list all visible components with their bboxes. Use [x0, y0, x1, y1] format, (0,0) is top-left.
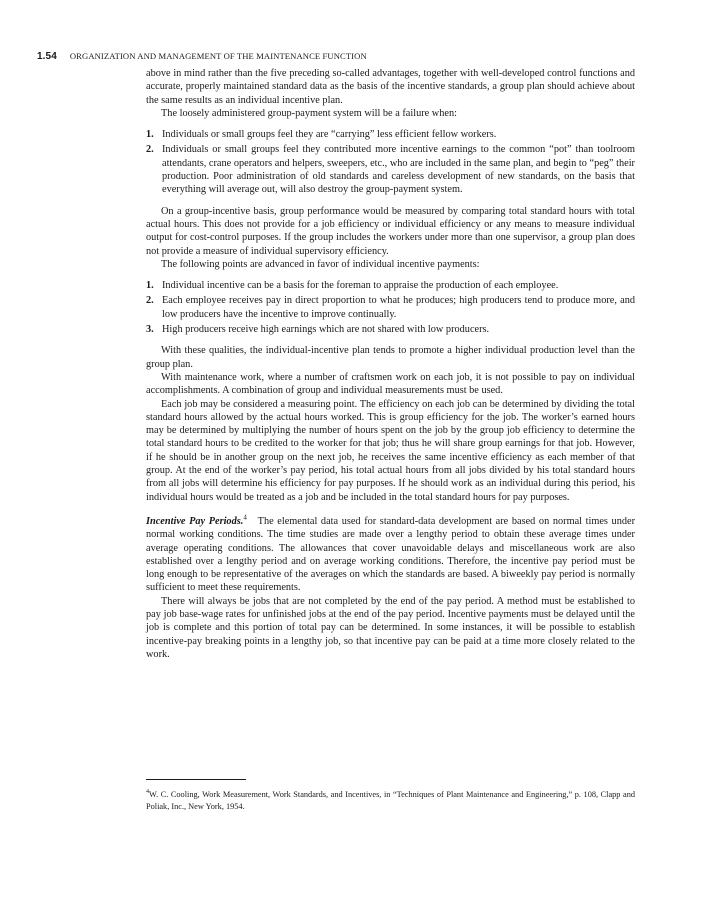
- list-item-text: Individual incentive can be a basis for the foreman to appraise the production of each employee.: [162, 280, 559, 292]
- footnote: [146, 789, 635, 812]
- running-header: [37, 51, 678, 62]
- list-item: [146, 143, 635, 196]
- list-item-number: 3.: [146, 324, 154, 336]
- list-item-text: Individuals or small groups feel they contributed more incentive earnings to the common “pot” than toolroom attendants, crane operators and helpers, sweepers, etc., who are included in the same plan, and begin to “peg” their production. Poor administration of old standards and careless development of new standards, on the basis that everything will average out, will also destroy the group-payment system.: [162, 144, 635, 196]
- section-heading: Incentive Pay Periods.: [146, 515, 244, 527]
- paragraph: There will always be jobs that are not completed by the end of the pay period. A method must be established to pay job base-wage rates for unfinished jobs at the end of the pay period. Incentive payments must be delayed until the job is complete and this portion of total pay can be determined. In some instances, it will be possible to establish incentive-pay breaking points in a lengthy job, so that incentive pay can be paid at a time more closely related to the work.: [146, 595, 635, 660]
- footnote-divider: [146, 779, 246, 780]
- list-item-number: 2.: [146, 295, 154, 307]
- list-item-text: Each employee receives pay in direct proportion to what he produces; high producers tend to produce more, and low producers have the incentive to improve continually.: [162, 295, 635, 320]
- numbered-list-individual-incentive: [146, 279, 635, 336]
- paragraph: The loosely administered group-payment system will be a failure when:: [161, 107, 457, 119]
- paragraph-with-run-in-heading: [146, 515, 635, 595]
- list-item: [146, 128, 635, 141]
- footnote-reference: 4: [243, 513, 247, 522]
- page-number: 1.54: [37, 51, 57, 62]
- list-item-text: Individuals or small groups feel they are “carrying” less efficient fellow workers.: [162, 129, 497, 141]
- footnote-marker: 4: [146, 789, 149, 796]
- list-item-number: 1.: [146, 280, 154, 292]
- list-item: [146, 323, 635, 336]
- list-item-number: 1.: [146, 129, 154, 141]
- paragraph: The following points are advanced in favor of individual incentive payments:: [161, 258, 480, 270]
- paragraph: With maintenance work, where a number of craftsmen work on each job, it is not possible to pay on individual accomplishments. A combination of group and individual measurements must be used.: [146, 371, 635, 397]
- paragraph: Each job may be considered a measuring point. The efficiency on each job can be determined by dividing the total standard hours allowed by the actual hours worked. This is group efficiency for the job. The worker’s earned hours may be determined by multiplying the number of hours spent on the job by the group job efficiency to determine the total standard hours to be credited to the worker for that job; thus he will share group earnings for that job. However, if he should be in another group on the next job, he receives the same incentive efficiency as each member of that group. At the end of the worker’s pay period, his total actual hours from all jobs divided by his total standard hours from all jobs will determine his efficiency for pay purposes. If he should work as an individual during this period, his individual hours would be treated as a job and be included in the total standard hours for pay purposes.: [146, 398, 635, 503]
- running-title: ORGANIZATION AND MANAGEMENT OF THE MAINTENANCE FUNCTION: [69, 51, 367, 61]
- paragraph: above in mind rather than the five preceding so-called advantages, together with well-developed control functions and accurate, properly maintained standard data as the basis of the incentive standards, a group plan should achieve about the same results as an individual incentive plan.: [146, 68, 635, 106]
- numbered-list-failure-conditions: [146, 128, 635, 196]
- footnote-text: W. C. Cooling, Work Measurement, Work Standards, and Incentives, in “Techniques of Plant Maintenance and Engineering,” p. 108, Clapp and Poliak, Inc., New York, 1954.: [146, 790, 635, 811]
- list-item: [146, 294, 635, 321]
- list-item: [146, 279, 635, 292]
- body-text: [146, 67, 635, 661]
- paragraph-text: The elemental data used for standard-data development are based on normal times under normal working conditions. The time studies are made over a lengthy period to obtain these average times under average operating conditions. The allowances that cover unavoidable delays and miscellaneous work are also established over a lengthy period and on average working conditions. Therefore, the incentive pay period must be long enough to be representative of the averages on which the standards are based. A biweekly pay period is normally sufficient to meet these requirements.: [146, 515, 635, 594]
- paragraph: On a group-incentive basis, group performance would be measured by comparing total standard hours with total actual hours. This does not provide for a job efficiency or individual efficiency or any means to measure individual output for cost-control purposes. If the group includes the workers under more than one supervisor, a group plan does not provide a measure of individual supervisory efficiency.: [146, 205, 635, 257]
- list-item-number: 2.: [146, 144, 154, 156]
- list-item-text: High producers receive high earnings which are not shared with low producers.: [162, 324, 490, 336]
- paragraph: With these qualities, the individual-incentive plan tends to promote a higher individual production level than the group plan.: [146, 345, 635, 370]
